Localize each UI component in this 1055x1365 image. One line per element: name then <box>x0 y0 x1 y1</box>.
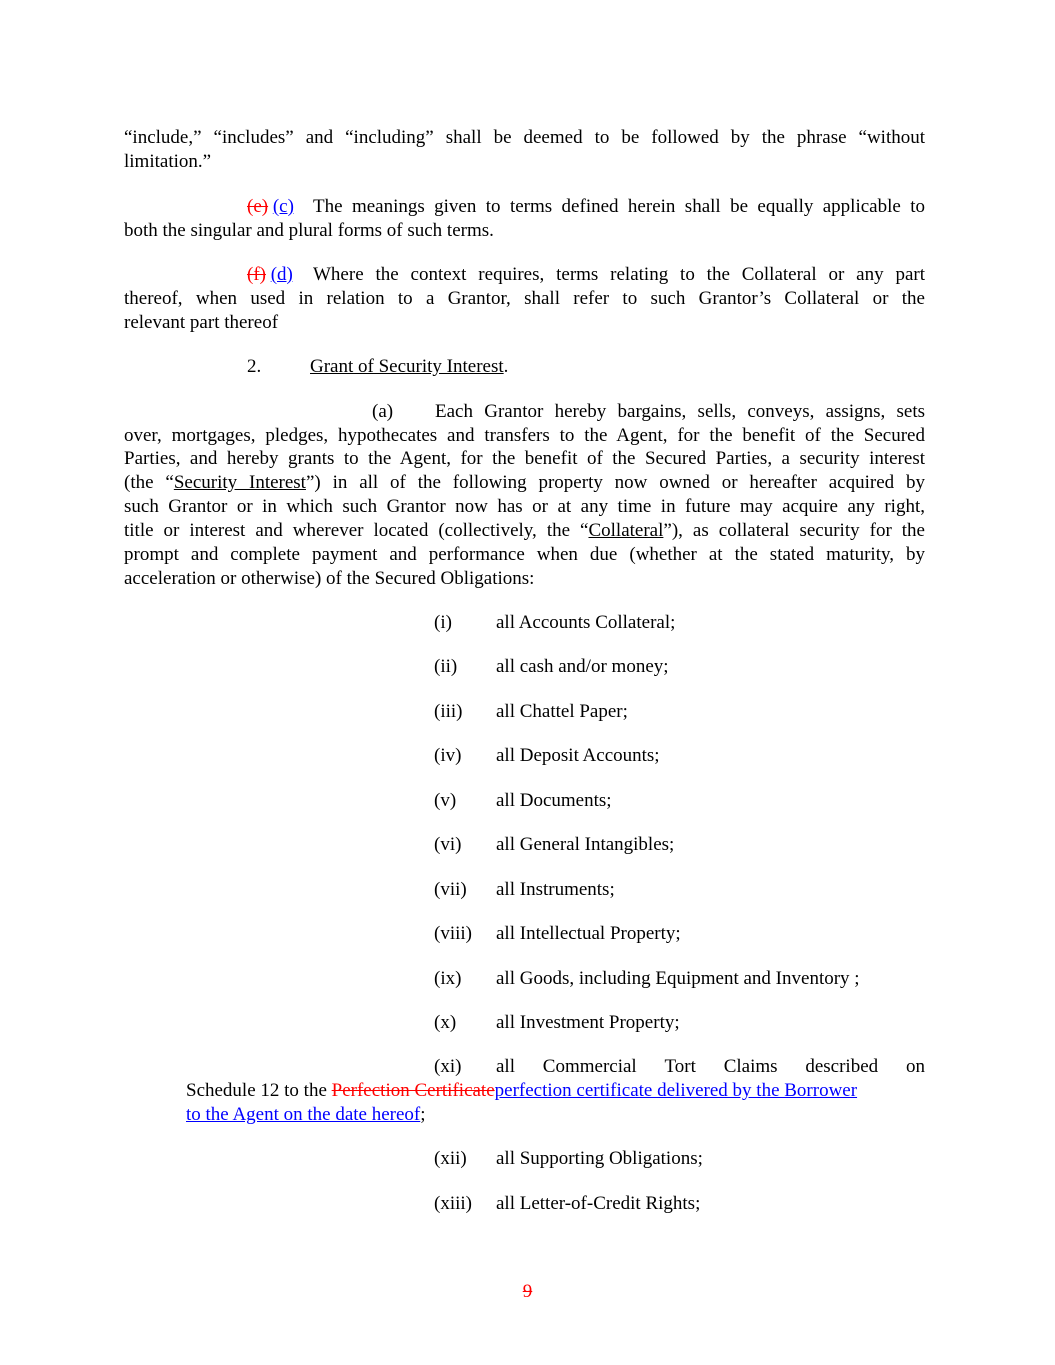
page-number: 9 <box>522 1281 533 1302</box>
deleted-label-e: (e) <box>247 196 269 217</box>
list-item: (iv) all Deposit Accounts; <box>434 745 660 766</box>
list-item-xi-line-1: all Commercial Tort Claims described on <box>496 1056 925 1077</box>
list-item: (ix) all Goods, including Equipment and Inventory ; <box>434 968 860 989</box>
paragraph-d-line-1 <box>247 263 925 287</box>
intro-line-2: limitation.” <box>124 151 212 172</box>
paragraph-a-line-7: prompt and complete payment and performance when due (whether at the stated maturity, by <box>124 544 925 565</box>
paragraph-a-line-3: Parties, and hereby grants to the Agent, for the benefit of the Secured Parties, a security interest <box>124 448 925 469</box>
list-item: (vi) all General Intangibles; <box>434 834 675 855</box>
paragraph-c-line-1 <box>247 195 925 219</box>
list-item: (i) all Accounts Collateral; <box>434 612 676 633</box>
section-2-heading-text: Grant of Security Interest <box>310 356 504 377</box>
list-item-xi-number: (xi) <box>434 1056 462 1077</box>
list-item: (iii) all Chattel Paper; <box>434 701 628 722</box>
paragraph-a-line-1: Each Grantor hereby bargains, sells, conveys, assigns, sets <box>435 401 925 422</box>
paragraph-a-line-8: acceleration or otherwise) of the Secured Obligations: <box>124 568 535 589</box>
term-security-interest: Security Interest <box>173 472 306 493</box>
paragraph-a-line-6: title or interest and wherever located (collectively, the “Collateral”), as collateral security for the <box>124 520 925 541</box>
paragraph-d-line-3: relevant part thereof <box>124 312 279 333</box>
paragraph-a-label: (a) <box>372 401 394 422</box>
intro-text-1: “include,” “includes” and “including” shall be deemed to be followed by the phrase “without <box>124 127 925 148</box>
intro-line-1 <box>124 126 925 150</box>
paragraph-c-text-1: The meanings given to terms defined herein shall be equally applicable to <box>313 196 925 217</box>
section-2-heading: Grant of Security Interest. <box>310 356 509 377</box>
list-item-xi-line-2: Schedule 12 to the Perfection Certificateperfection certificate delivered by the Borrower <box>186 1080 858 1101</box>
paragraph-a-line-5: such Grantor or in which such Grantor now has or at any time in future may acquire any right, <box>124 496 925 517</box>
list-item-xi-line-3: to the Agent on the date hereof; <box>186 1104 426 1125</box>
term-collateral: Collateral <box>588 520 664 541</box>
list-item: (x) all Investment Property; <box>434 1012 680 1033</box>
inserted-label-d: (d) <box>270 264 293 285</box>
inserted-agent-date: to the Agent on the date hereof <box>186 1104 421 1125</box>
deleted-label-f: (f) <box>247 264 266 285</box>
list-item: (xii) all Supporting Obligations; <box>434 1148 703 1169</box>
paragraph-a-line-4: (the “Security Interest”) in all of the following property now owned or hereafter acquired by <box>124 472 926 493</box>
inserted-label-c: (c) <box>272 196 294 217</box>
section-2-number: 2. <box>247 356 262 377</box>
paragraph-d-line-2: thereof, when used in relation to a Grantor, shall refer to such Grantor’s Collateral or the <box>124 288 925 309</box>
paragraph-c-line-2: both the singular and plural forms of such terms. <box>124 220 494 241</box>
list-item: (ii) all cash and/or money; <box>434 656 669 677</box>
list-item: (v) all Documents; <box>434 790 612 811</box>
paragraph-d-text-1: Where the context requires, terms relating to the Collateral or any part <box>313 264 925 285</box>
list-item: (vii) all Instruments; <box>434 879 615 900</box>
inserted-perfection-certificate: perfection certificate delivered by the Borrower <box>494 1080 858 1101</box>
list-item: (viii) all Intellectual Property; <box>434 923 681 944</box>
list-item: (xiii) all Letter-of-Credit Rights; <box>434 1193 701 1214</box>
deleted-perfection-certificate: Perfection Certificate <box>331 1080 495 1101</box>
paragraph-a-line-2: over, mortgages, pledges, hypothecates and transfers to the Agent, for the benefit of the Secured <box>124 425 925 446</box>
